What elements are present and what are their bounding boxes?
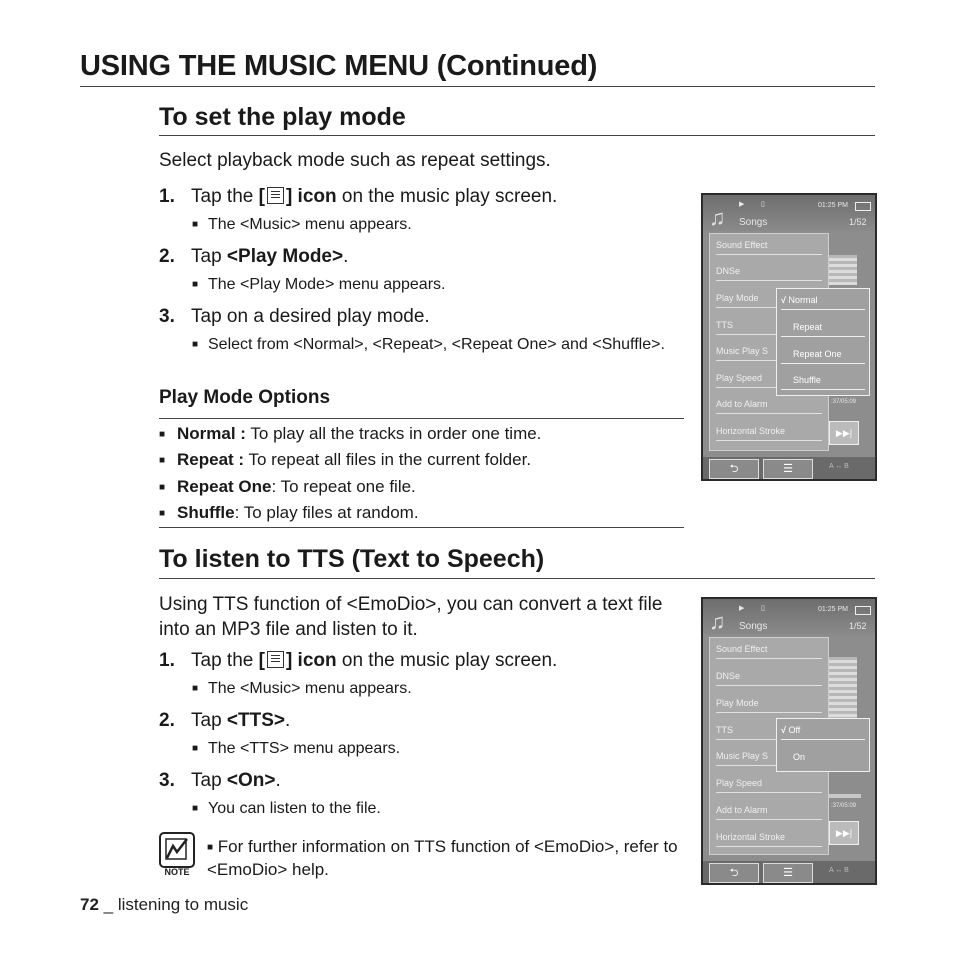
play-icon: ▶ <box>739 201 745 208</box>
popup-option-shuffle[interactable]: Shuffle <box>781 371 865 390</box>
back-icon[interactable]: ⮌ <box>709 863 759 883</box>
back-icon[interactable]: ⮌ <box>709 459 759 479</box>
track-count: 1/52 <box>849 621 867 631</box>
menu-item-play-mode[interactable]: Play Mode <box>716 694 822 713</box>
check-icon: √ <box>781 725 786 735</box>
music-note-icon: ♫ <box>709 609 726 634</box>
menu-item-tts[interactable]: TTS <box>716 316 822 335</box>
menu-item-horizontal-stroke[interactable]: Horizontal Stroke <box>716 422 822 441</box>
option-normal: ■ Normal : To play all the tracks in order one time. <box>159 424 542 443</box>
option-repeat-one: ■ Repeat One: To repeat one file. <box>159 477 416 496</box>
menu-item-sound-effect[interactable]: Sound Effect <box>716 640 822 659</box>
ab-repeat-label: A ↔ B <box>829 867 849 874</box>
page-title: USING THE MUSIC MENU (Continued) <box>80 50 598 82</box>
step-2-detail: ■ The <Play Mode> menu appears. <box>192 276 446 293</box>
pencil-check-icon <box>161 834 193 866</box>
popup-option-repeat[interactable]: Repeat <box>781 318 865 337</box>
section-divider <box>159 135 875 136</box>
options-top-rule <box>159 418 684 419</box>
tts-step-3-detail: ■ You can listen to the file. <box>192 800 381 817</box>
popup-option-off[interactable]: √ Off <box>781 721 865 740</box>
note-text: ■ For further information on TTS function of <EmoDio>, refer to <EmoDio> help. <box>207 837 678 879</box>
tts-step-3: 3. Tap <On>. <box>159 770 281 791</box>
clock-time: 01:25 PM <box>818 202 848 209</box>
play-mode-popup <box>776 288 870 396</box>
step-2: 2. Tap <Play Mode>. <box>159 246 349 267</box>
menu-icon[interactable]: ☰ <box>763 863 813 883</box>
next-track-icon[interactable]: ▶▶| <box>829 421 859 445</box>
clock-time: 01:25 PM <box>818 606 848 613</box>
menu-item-horizontal-stroke[interactable]: Horizontal Stroke <box>716 828 822 847</box>
battery-icon <box>855 606 871 615</box>
menu-icon <box>267 187 284 204</box>
menu-item-add-to-alarm[interactable]: Add to Alarm <box>716 801 822 820</box>
menu-item-music-play-screen[interactable]: Music Play S <box>716 747 822 766</box>
step-1-detail: ■ The <Music> menu appears. <box>192 216 412 233</box>
music-note-icon: ♫ <box>709 205 726 230</box>
menu-item-music-play-screen[interactable]: Music Play S <box>716 342 822 361</box>
note-icon <box>159 832 195 868</box>
track-timestamp: :37/05:09 <box>831 399 857 405</box>
lock-icon: ▯ <box>761 201 765 208</box>
section-intro: Select playback mode such as repeat settings. <box>159 150 551 171</box>
step-number: 1. <box>159 186 175 207</box>
track-count: 1/52 <box>849 217 867 227</box>
tts-popup <box>776 718 870 772</box>
album-art <box>829 255 857 285</box>
section-divider <box>159 578 875 579</box>
device-screen-tts <box>701 597 877 885</box>
battery-icon <box>855 202 871 211</box>
tts-step-2: 2. Tap <TTS>. <box>159 710 291 731</box>
menu-item-sound-effect[interactable]: Sound Effect <box>716 236 822 255</box>
option-repeat: ■ Repeat : To repeat all files in the current folder. <box>159 450 532 469</box>
title-divider <box>80 86 875 87</box>
step-3: 3. Tap on a desired play mode. <box>159 306 430 327</box>
popup-option-on[interactable]: On <box>793 752 806 762</box>
page-number: 72 <box>80 895 99 914</box>
options-heading: Play Mode Options <box>159 387 331 408</box>
menu-item-dnse[interactable]: DNSe <box>716 667 822 686</box>
section-title-tts: To listen to TTS (Text to Speech) <box>159 545 545 573</box>
menu-icon[interactable]: ☰ <box>763 459 813 479</box>
lock-icon: ▯ <box>761 605 765 612</box>
step-1: 1. Tap the [ ] icon on the music play screen. <box>159 186 558 207</box>
menu-item-dnse[interactable]: DNSe <box>716 262 822 281</box>
step-3-detail: ■ Select from <Normal>, <Repeat>, <Repeat One> and <Shuffle>. <box>192 336 665 353</box>
menu-item-play-mode[interactable]: Play Mode <box>716 289 822 308</box>
page-footer: 72 _ listening to music <box>80 895 249 914</box>
tts-step-1-detail: ■ The <Music> menu appears. <box>192 680 412 697</box>
menu-icon <box>267 651 284 668</box>
check-icon: √ <box>781 295 786 305</box>
device-screen-play-mode <box>701 193 877 481</box>
section-intro: Using TTS function of <EmoDio>, you can convert a text file into an MP3 file and listen to it. <box>159 594 663 640</box>
popup-option-repeat-one[interactable]: Repeat One <box>781 345 865 364</box>
next-track-icon[interactable]: ▶▶| <box>829 821 859 845</box>
tts-step-2-detail: ■ The <TTS> menu appears. <box>192 740 401 757</box>
option-shuffle: ■ Shuffle: To play files at random. <box>159 503 419 522</box>
track-timestamp: :37/05:09 <box>831 803 857 809</box>
menu-item-play-speed[interactable]: Play Speed <box>716 369 822 388</box>
album-art <box>829 657 857 719</box>
options-bottom-rule <box>159 527 684 528</box>
popup-option-normal[interactable]: √ Normal <box>781 291 865 310</box>
progress-bar <box>829 794 861 798</box>
menu-item-play-speed[interactable]: Play Speed <box>716 774 822 793</box>
songs-label: Songs <box>739 621 768 632</box>
menu-item-add-to-alarm[interactable]: Add to Alarm <box>716 395 822 414</box>
section-title-play-mode: To set the play mode <box>159 103 406 131</box>
menu-item-tts[interactable]: TTS <box>716 721 822 740</box>
tts-step-1: 1. Tap the [ ] icon on the music play screen. <box>159 650 558 671</box>
screen-bottom-bar <box>703 861 875 883</box>
note-label: NOTE <box>164 867 190 877</box>
screen-bottom-bar <box>703 457 875 479</box>
songs-label: Songs <box>739 217 768 228</box>
play-icon: ▶ <box>739 605 745 612</box>
ab-repeat-label: A ↔ B <box>829 463 849 470</box>
